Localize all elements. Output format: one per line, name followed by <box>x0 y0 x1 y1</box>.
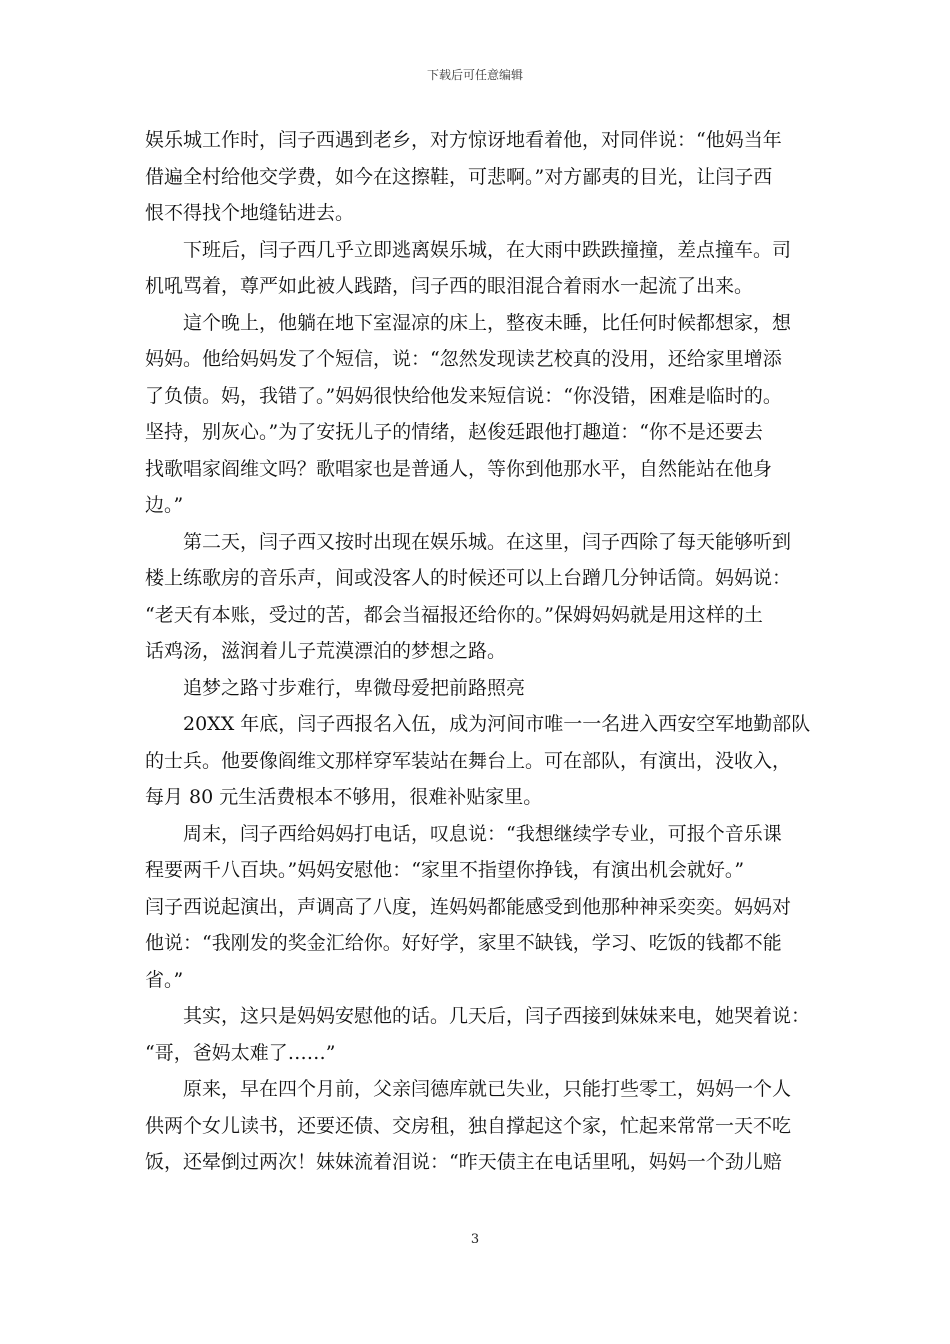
text-line: 借遍全村给他交学费，如今在这擦鞋，可悲啊。”对方鄙夷的目光，让闫子西 <box>145 165 773 188</box>
text-line: 妈妈。他给妈妈发了个短信，说：“忽然发现读艺校真的没用，还给家里增添 <box>145 348 782 370</box>
text-line: 周末，闫子西给妈妈打电话，叹息说：“我想继续学专业，可报个音乐课 <box>183 822 782 845</box>
text-line: 省。” <box>145 968 184 991</box>
text-line: 這个晚上，他躺在地下室湿凉的床上，整夜未睡，比任何时候都想家，想 <box>183 311 792 334</box>
page-number: 3 <box>470 1232 480 1247</box>
text-line: 机吼骂着，尊严如此被人践踏，闫子西的眼泪混合着雨水一起流了出来。 <box>145 275 754 297</box>
text-line: 其实，这只是妈妈安慰他的话。几天后，闫子西接到妹妹来电，她哭着说： <box>183 1005 811 1027</box>
text-line: 他说：“我刚发的奖金汇给你。好好学，家里不缺钱，学习、吃饭的钱都不能 <box>145 932 782 954</box>
text-line: 恨不得找个地缝钻进去。 <box>145 202 355 224</box>
text-line: 原来，早在四个月前，父亲闫德库就已失业，只能打些零工，妈妈一个人 <box>183 1078 792 1100</box>
text-line: 供两个女儿读书，还要还债、交房租，独自撑起这个家，忙起来常常一天不吃 <box>145 1114 792 1137</box>
text-line: 20XX 年底，闫子西报名入伍，成为河间市唯一一名进入西安空军地勤部队 <box>183 713 811 735</box>
text-line: 边。” <box>145 494 184 516</box>
document-body <box>145 122 815 1181</box>
text-line: 坚持，别灰心。”为了安抚儿子的情绪，赵俊廷跟他打趣道：“你不是还要去 <box>145 421 763 443</box>
page-header: 下载后可任意编辑 <box>426 68 523 82</box>
text-line: 了负债。妈，我错了。”妈妈很快给他发来短信说：“你没错，困难是临时的。 <box>145 384 782 407</box>
text-line: 找歌唱家阎维文吗？歌唱家也是普通人，等你到他那水平，自然能站在他身 <box>145 457 773 480</box>
text-line: 第二天，闫子西又按时出现在娱乐城。在这里，闫子西除了每天能够听到 <box>183 530 792 553</box>
text-line: 程要两千八百块。”妈妈安慰他：“家里不指望你挣钱，有演出机会就好。” <box>145 859 745 881</box>
text-line: 闫子西说起演出，声调高了八度，连妈妈都能感受到他那种神采奕奕。妈妈对 <box>145 895 792 918</box>
text-line: 饭，还晕倒过两次！妹妹流着泪说：“昨天债主在电话里吼，妈妈一个劲儿赔 <box>145 1151 782 1173</box>
text-line: 追梦之路寸步难行，卑微母爱把前路照亮 <box>183 676 526 699</box>
text-line: 话鸡汤，滋润着儿子荒漠漂泊的梦想之路。 <box>145 640 507 662</box>
text-line: 的士兵。他要像阎维文那样穿军装站在舞台上。可在部队，有演出，没收入， <box>145 749 792 772</box>
text-line: “老天有本账，受过的苦，都会当福报还给你的。”保姆妈妈就是用这样的土 <box>145 603 763 626</box>
text-line: 娱乐城工作时，闫子西遇到老乡，对方惊讶地看着他，对同伴说：“他妈当年 <box>145 129 782 151</box>
text-line: “哥，爸妈太难了……” <box>145 1041 336 1064</box>
text-line: 下班后，闫子西几乎立即逃离娱乐城，在大雨中跌跌撞撞，差点撞车。司 <box>183 238 792 261</box>
text-line: 楼上练歌房的音乐声，间或没客人的时候还可以上台蹭几分钟话筒。妈妈说： <box>145 567 792 589</box>
text-line: 每月 80 元生活费根本不够用，很难补贴家里。 <box>145 786 543 808</box>
